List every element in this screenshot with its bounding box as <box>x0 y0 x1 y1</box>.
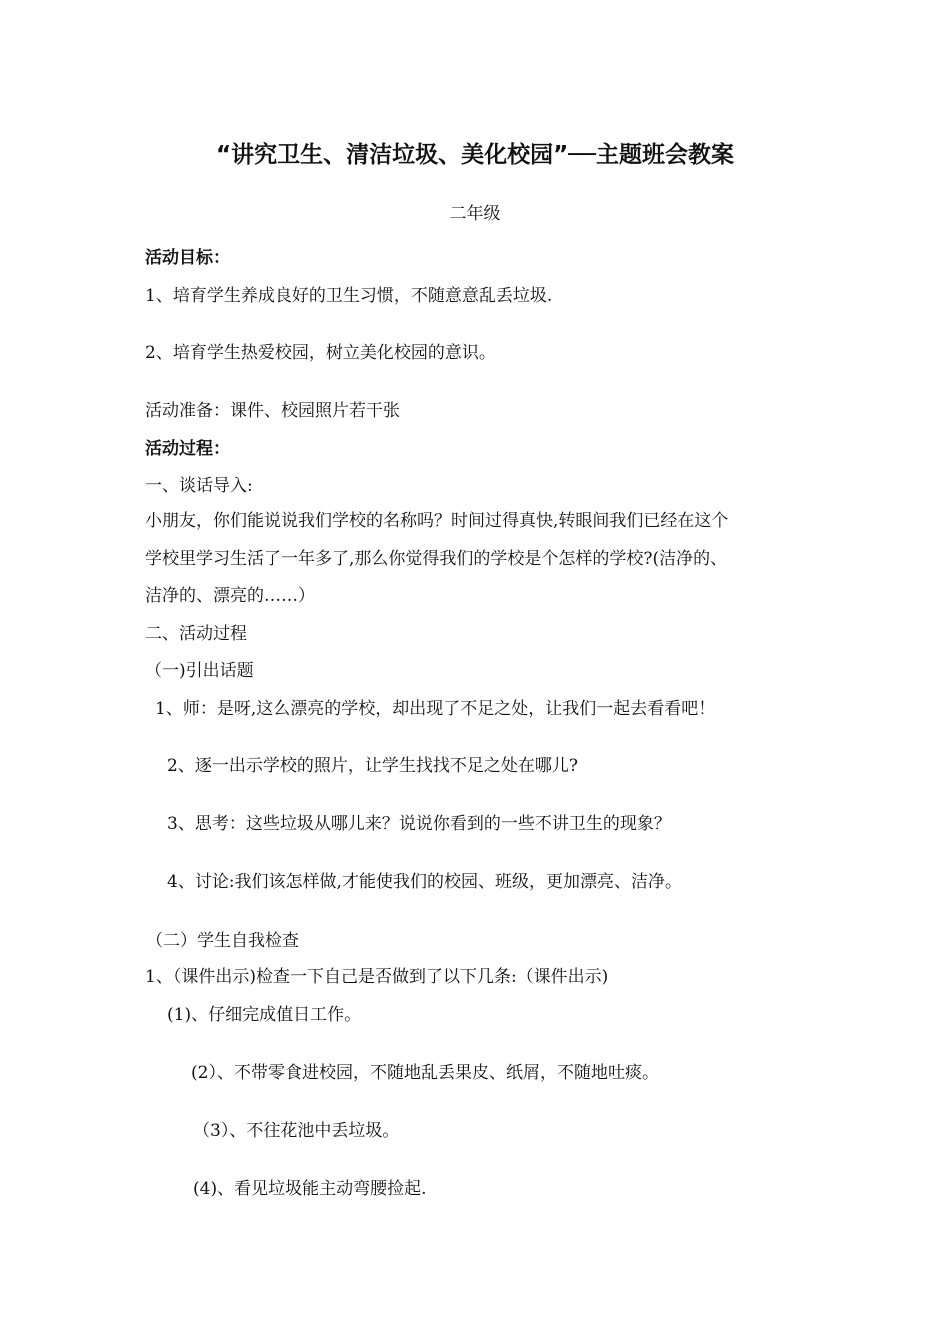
part1-heading: 一、谈话导入: <box>145 476 253 496</box>
process-heading: 活动过程： <box>145 439 230 459</box>
goals-heading: 活动目标： <box>145 248 230 268</box>
step-item-2: 2、逐一出示学校的照片，让学生找找不足之处在哪儿? <box>167 756 578 776</box>
intro-paragraph-line: 洁净的、漂亮的……） <box>145 586 315 606</box>
checklist-item-2: (2）、不带零食进校园，不随地乱丢果皮、纸屑，不随地吐痰。 <box>191 1063 659 1083</box>
goal-item-2: 2、培育学生热爱校园，树立美化校园的意识。 <box>145 343 496 363</box>
intro-paragraph-line: 学校里学习生活了一年多了,那么你觉得我们的学校是个怎样的学校?(洁净的、 <box>145 549 728 569</box>
check-item-1: 1、（课件出示)检查一下自己是否做到了以下几条:（课件出示) <box>145 967 609 987</box>
preparation-text: 活动准备：课件、校园照片若干张 <box>145 401 400 421</box>
checklist-item-4: (4)、看见垃圾能主动弯腰捡起. <box>193 1179 427 1199</box>
step-item-3: 3、思考：这些垃圾从哪儿来？说说你看到的一些不讲卫生的现象？ <box>167 814 671 834</box>
grade-label: 二年级 <box>449 204 501 224</box>
goal-item-1: 1、培育学生养成良好的卫生习惯，不随意意乱丢垃圾. <box>145 286 553 306</box>
checklist-item-1: (1)、仔细完成值日工作。 <box>167 1005 362 1025</box>
subsection1-heading: （一)引出话题 <box>145 661 254 681</box>
document-title: “讲究卫生、清洁垃圾、美化校园”──主题班会教案 <box>216 142 734 168</box>
part2-heading: 二、活动过程 <box>145 624 247 644</box>
intro-paragraph-line: 小朋友，你们能说说我们学校的名称吗？时间过得真快,转眼间我们已经在这个 <box>145 511 729 531</box>
subsection2-heading: （二）学生自我检查 <box>146 931 299 951</box>
step-item-1: 1、师：是呀,这么漂亮的学校，却出现了不足之处，让我们一起去看看吧！ <box>155 699 716 719</box>
checklist-item-3: （3）、不往花池中丢垃圾。 <box>193 1121 400 1141</box>
step-item-4: 4、讨论:我们该怎样做,才能使我们的校园、班级，更加漂亮、洁净。 <box>167 872 682 892</box>
